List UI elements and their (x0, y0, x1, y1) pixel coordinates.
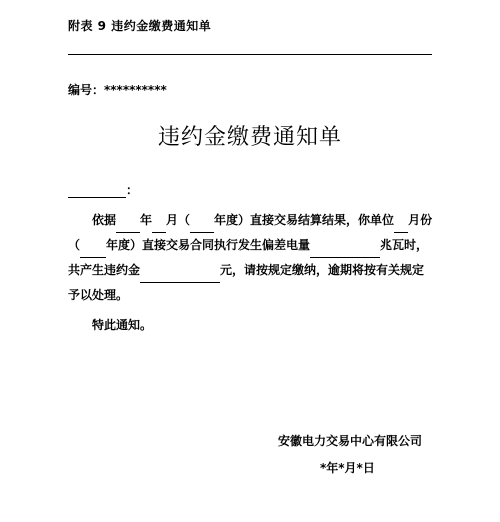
month-blank (152, 219, 166, 233)
deviation-quantity-blank (310, 244, 380, 258)
body-line-3 (68, 258, 438, 283)
contract-year-blank (80, 244, 106, 258)
body-text: 年度）直接交易结算结果，你单位 (214, 213, 395, 227)
document-title: 违约金缴费通知单 (157, 125, 342, 150)
penalty-amount-blank (140, 269, 220, 283)
body-text: 月（ (166, 213, 191, 227)
body-line-2 (68, 233, 438, 258)
body-line-1 (68, 208, 438, 233)
issuer-name: 安徽电力交易中心有限公司 (278, 434, 423, 448)
addressee-colon: ： (126, 183, 139, 197)
body-text: 年 (140, 213, 153, 227)
month-blank (394, 219, 408, 233)
fiscal-year-blank (190, 219, 214, 233)
body-text: 月份 (408, 213, 433, 227)
appendix-header: 附表 9 违约金缴费通知单 (68, 19, 212, 33)
closing-notice: 特此通知。 (92, 318, 153, 332)
notice-body (68, 208, 438, 308)
body-text: 元，请按规定缴纳，逾期将按有关规定 (220, 263, 425, 277)
issue-date: *年*月*日 (320, 461, 375, 475)
document-number: 编号：********** (68, 83, 167, 97)
body-text: 依据 (92, 213, 117, 227)
year-blank (116, 219, 140, 233)
body-text: 共产生违约金 (68, 263, 141, 277)
header-divider (68, 54, 432, 55)
body-line-4: 予以处理。 (68, 288, 129, 302)
body-text: 年度）直接交易合同执行发生偏差电量 (106, 238, 311, 252)
body-text: （ (68, 238, 81, 252)
body-text: 兆瓦时， (380, 238, 429, 252)
addressee-line (68, 181, 138, 198)
addressee-blank (68, 184, 126, 198)
